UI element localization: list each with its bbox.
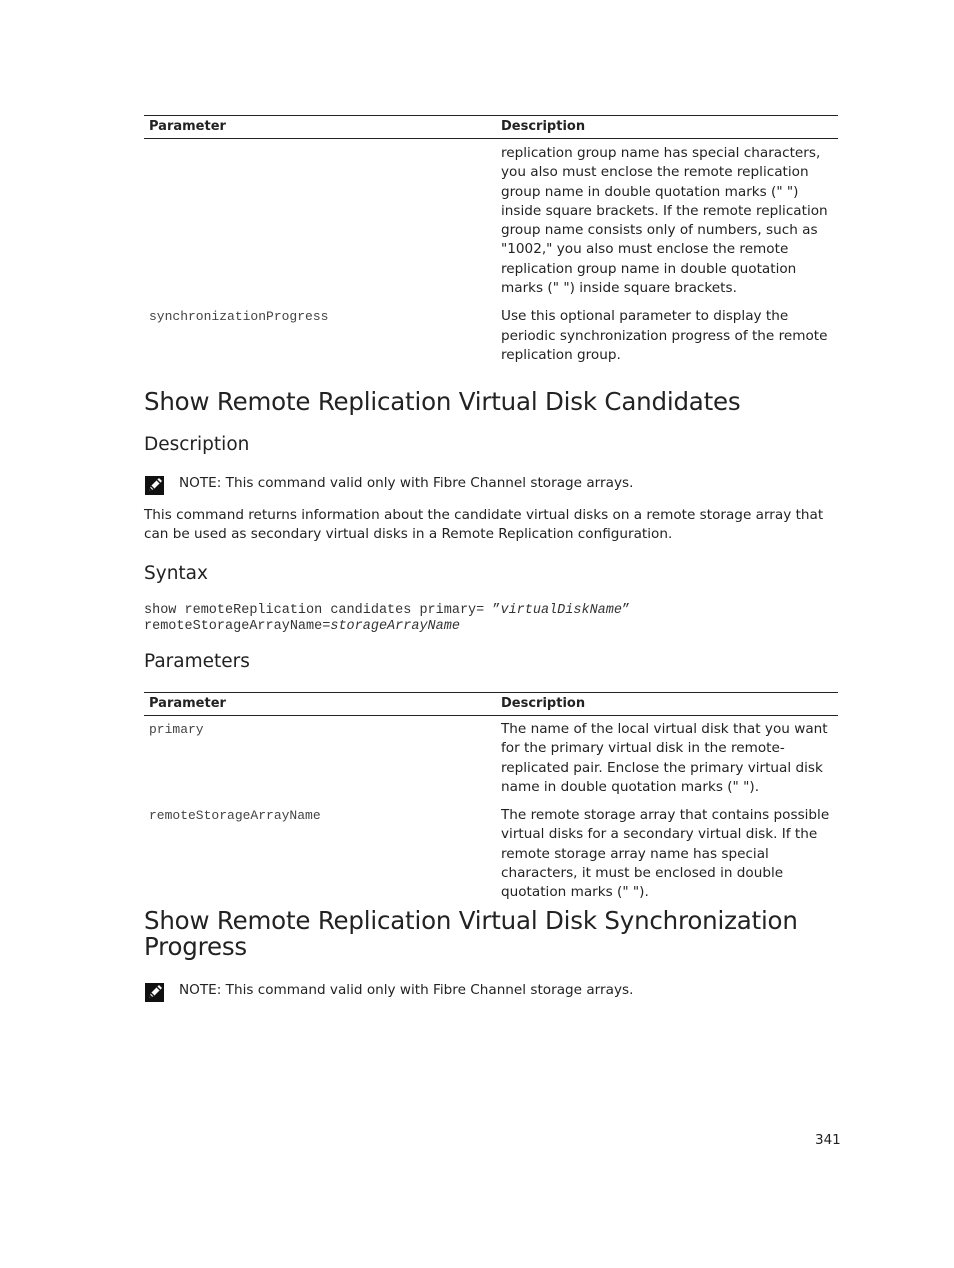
syntax-block <box>144 603 630 634</box>
syntax-text: show remoteReplication candidates primary= ” <box>144 603 501 618</box>
note-block <box>144 474 633 496</box>
note-body: This command valid only with Fibre Channel storage arrays. <box>221 475 634 491</box>
command-description: This command returns information about the candidate virtual disks on a remote storage array that can be used as secondary virtual disks in a Remote Replication configuration. <box>144 507 824 543</box>
note-text <box>179 474 633 491</box>
note-block <box>144 981 633 1003</box>
table-row <box>144 139 838 308</box>
syntax-variable: virtualDiskName <box>500 603 622 618</box>
title-line-2: Progress <box>144 932 247 961</box>
column-header-description: Description <box>501 119 586 134</box>
description-cell: The name of the local virtual disk that you want for the primary virtual disk in the remote-replicated pair. Enclose the primary virtual disk name in double quotation marks (" "). <box>501 721 828 795</box>
column-header-description: Description <box>501 696 586 711</box>
parameter-cell <box>144 139 496 308</box>
parameter-cell: primary <box>149 722 204 737</box>
column-header-parameter: Parameter <box>149 696 226 711</box>
note-label: NOTE: <box>179 475 222 491</box>
table-header-row <box>144 693 838 716</box>
description-heading: Description <box>144 434 250 455</box>
table-header-row <box>144 116 838 139</box>
syntax-variable: storageArrayName <box>330 618 460 634</box>
parameter-table-continued <box>144 115 838 365</box>
table-row <box>144 806 838 902</box>
description-cell: Use this optional parameter to display the periodic synchronization progress of the remote replication group. <box>501 308 828 363</box>
parameter-cell: remoteStorageArrayName <box>149 808 321 824</box>
table-row <box>144 307 838 365</box>
syntax-line-1 <box>144 603 630 619</box>
syntax-heading: Syntax <box>144 563 208 584</box>
column-header-parameter: Parameter <box>149 119 226 134</box>
description-cell: The remote storage array that contains possible virtual disks for a secondary virtual disk. If the remote storage array name has special characters, it must be enclosed in double quotation marks (" "). <box>501 807 830 901</box>
section-title-candidates: Show Remote Replication Virtual Disk Candidates <box>144 387 741 416</box>
section-title-sync-progress <box>144 908 838 960</box>
parameter-cell: synchronizationProgress <box>149 309 329 325</box>
page-number: 341 <box>815 1132 841 1148</box>
pencil-note-icon <box>144 474 166 496</box>
syntax-line-2 <box>144 619 630 635</box>
table-row <box>144 716 838 807</box>
pencil-note-icon <box>144 981 166 1003</box>
syntax-text: remoteStorageArrayName= <box>144 618 331 634</box>
parameters-heading: Parameters <box>144 651 250 672</box>
description-cell: replication group name has special characters, you also must enclose the remote replication group name in double quotation marks (" ") inside square brackets. If the remote replication group name consists only of numbers, such as "1002," you also must enclose the remote replication group name in double quotation marks (" ") inside square brackets. <box>501 145 828 297</box>
note-label: NOTE: <box>179 982 222 998</box>
title-line-1: Show Remote Replication Virtual Disk Synchronization <box>144 906 798 935</box>
syntax-text: ” <box>622 603 631 618</box>
parameter-table <box>144 692 838 903</box>
note-body: This command valid only with Fibre Channel storage arrays. <box>221 982 634 998</box>
note-text <box>179 981 633 998</box>
